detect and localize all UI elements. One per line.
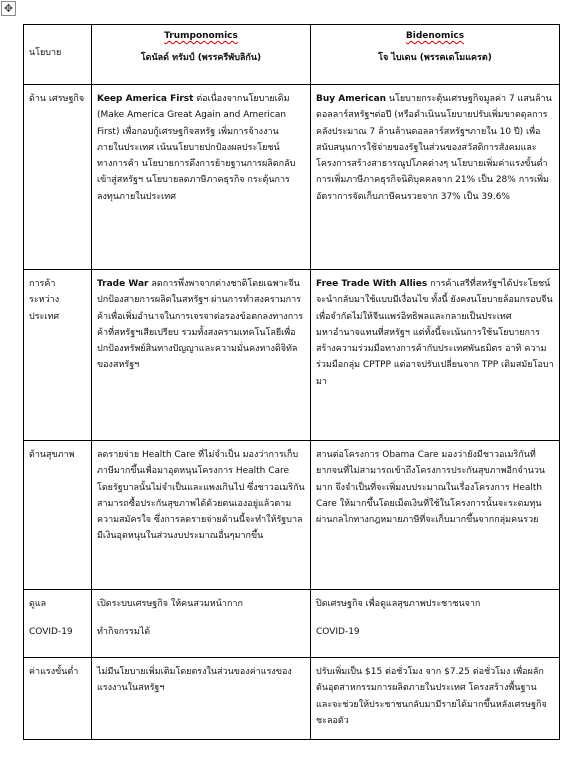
biden-policy-text: การค้าเสรีที่สหรัฐฯได้ประโยชน์จะนำกลับมาใช้แบบมีเงื่อนไข ทั้งนี้ ยังคงนโยบายล้อมกรอบจีนเพื่อจำกัดไม่ให้จีนแพร่อิทธิพลและกลายเป็นประเทศมหาอำนาจแทนที่สหรัฐฯ แต่ทั้งนี้จะเน้นการใช้นโยบายการสร้างความร่วมมือทางการค้ากับประเทศพันธมิตร อาทิ ความร่วมมือกลุ่ม CPTPP แต่อาจปรับเปลี่ยนจาก TPP เดิมสมัยโอบามา — [316, 279, 554, 387]
row-topic: ค่าแรงขั้นต่ำ — [24, 658, 92, 740]
biden-policy-cell — [311, 270, 560, 441]
biden-policy-cell — [311, 441, 560, 590]
trump-policy-text: เปิดระบบเศรษฐกิจ ให้คนสวมหน้ากาก — [97, 599, 243, 609]
trump-policy-cell — [92, 590, 311, 658]
table-row-trade — [24, 270, 560, 441]
trump-header-title: Trumponomics — [164, 31, 238, 41]
biden-policy-cell — [311, 658, 560, 740]
biden-policy-text: ปรับเพิ่มเป็น $15 ต่อชั่วโมง จาก $7.25 ต่อชั่วโมง เพื่อผลักดันอุตสาหกรรมการผลิตภายในประเทศ โครงสร้างพื้นฐาน และจะช่วยให้ประชาชนกลับมามีรายได้มากขึ้นหลังเศรษฐกิจชะลอตัว — [316, 667, 547, 726]
trump-policy-cell — [92, 85, 311, 270]
trump-policy-cell — [92, 658, 311, 740]
trump-policy-keyword: Keep America First — [97, 94, 194, 104]
biden-policy-text: นโยบายกระตุ้นเศรษฐกิจมูลค่า 7 แสนล้านดอลลาร์สหรัฐฯต่อปี (หรือดำเนินนโยบายปรับเพิ่มขาดดุลการคลังประมาณ 7 ล้านล้านดอลลาร์สหรัฐฯภายใน 10 ปี) เพื่อสนับสนุนการใช้จ่ายของรัฐในส่วนของสวัสดิการสังคมและโครงการสร้างสาธารณูปโภคต่างๆ นโยบายเพิ่มค่าแรงขั้นต่ำ การเพิ่มภาษีภาคธุรกิจนิติบุคคลจาก 21% เป็น 28% การเพิ่มอัตราการจัดเก็บภาษีคนรวยจาก 37% เป็น 39.6% — [316, 94, 552, 202]
row-topic: การค้า ระหว่าง ประเทศ — [24, 270, 92, 441]
biden-policy-cell — [311, 590, 560, 658]
table-row-economy — [24, 85, 560, 270]
trump-column-header — [92, 25, 311, 85]
biden-column-header — [311, 25, 560, 85]
trump-policy-cell — [92, 441, 311, 590]
biden-policy-keyword: Free Trade With Allies — [316, 279, 428, 289]
trump-policy-text: ลดรายจ่าย Health Care ที่ไม่จำเป็น มองว่าการเก็บภาษีมากขึ้นเพื่อมาอุดหนุนโครงการ Health Care โดยรัฐบาลนั้นไม่จำเป็นและแพงเกินไป ซึ่งชาวอเมริกันสามารถซื้อประกันสุขภาพได้ด้วยตนเองอยู่แล้วตามความสมัครใจ ซึ่งการลดรายจ่ายด้านนี้จะทำให้รัฐบาลมีเงินอุดหนุนในส่วนงบประมาณอื่นๆมากขึ้น — [97, 450, 305, 542]
row-topic-line: COVID-19 — [29, 627, 73, 638]
row-topic: ด้านสุขภาพ — [24, 441, 92, 590]
biden-policy-text: COVID-19 — [316, 627, 360, 638]
table-row-min-wage — [24, 658, 560, 740]
row-topic-line: ดูแล — [29, 599, 47, 609]
policy-comparison-table — [23, 24, 560, 740]
table-header-row — [24, 25, 560, 85]
trump-policy-text: ลดการพึ่งพาจากต่างชาติโดยเฉพาะจีน ปกป้องสายการผลิตในสหรัฐฯ ผ่านการทำสงครามการค้าเพื่อเพิ่มอำนาจในการเจรจาต่อรองข้อตกลงทางการค้าที่สหรัฐฯเสียเปรียบ รวมทั้งสงครามเทคโนโลยีเพื่อปกป้องทรัพย์สินทางปัญญาและความมั่นคงทางดิจิทัลของสหรัฐฯ — [97, 279, 304, 371]
biden-policy-text: ปิดเศรษฐกิจ เพื่อดูแลสุขภาพประชาชนจาก — [316, 599, 481, 609]
biden-header-title: Bidenomics — [405, 31, 465, 41]
trump-policy-keyword: Trade War — [97, 279, 149, 289]
biden-policy-keyword: Buy American — [316, 94, 387, 104]
table-row-covid — [24, 590, 560, 658]
trump-policy-text: ทำกิจกรรมได้ — [97, 627, 151, 638]
biden-policy-cell — [311, 85, 560, 270]
table-row-health — [24, 441, 560, 590]
trump-policy-text: ไม่มีนโยบายเพิ่มเติมโดยตรงในส่วนของค่าแรงของแรงงานในสหรัฐฯ — [97, 667, 292, 694]
trump-header-subtitle: โดนัลด์ ทรัมป์ (พรรครีพับลิกัน) — [140, 53, 262, 64]
biden-header-subtitle: โจ ไบเดน (พรรคเดโมแครต) — [378, 53, 492, 64]
trump-policy-text: ต่อเนื่องจากนโยบายเดิม (Make America Great Again and American First) เพื่อกอบกู้เศรษฐกิจสหรัฐ เพิ่มการจ้างงานภายในประเทศ เน้นนโยบายปกป้องผลประโยชน์ทางการค้า นโยบายการดึงการย้ายฐานการผลิตกลับเข้าสู่สหรัฐฯ นโยบายลดภาษีภาคธุรกิจ กระตุ้นการลงทุนภายในประเทศ — [97, 94, 296, 202]
table-move-icon[interactable]: ✥ — [1, 1, 16, 16]
row-topic: ด้าน เศรษฐกิจ — [24, 85, 92, 270]
policy-column-header: นโยบาย — [24, 25, 92, 85]
biden-policy-text: สานต่อโครงการ Obama Care มองว่ายังมีชาวอเมริกันที่ยากจนที่ไม่สามารถเข้าถึงโครงการประกันสุขภาพอีกจำนวนมาก จึงจำเป็นที่จะเพิ่มงบประมาณในเรื่องโครงการ Health Care ให้มากขึ้นโดยเม็ดเงินที่ใช้ในโครงการนั้นจะระดมทุนผ่านกลไกทางกฎหมายภาษีที่จะเก็บมากขึ้นจากกลุ่มคนรวย — [316, 450, 546, 526]
trump-policy-cell — [92, 270, 311, 441]
row-topic — [24, 590, 92, 658]
